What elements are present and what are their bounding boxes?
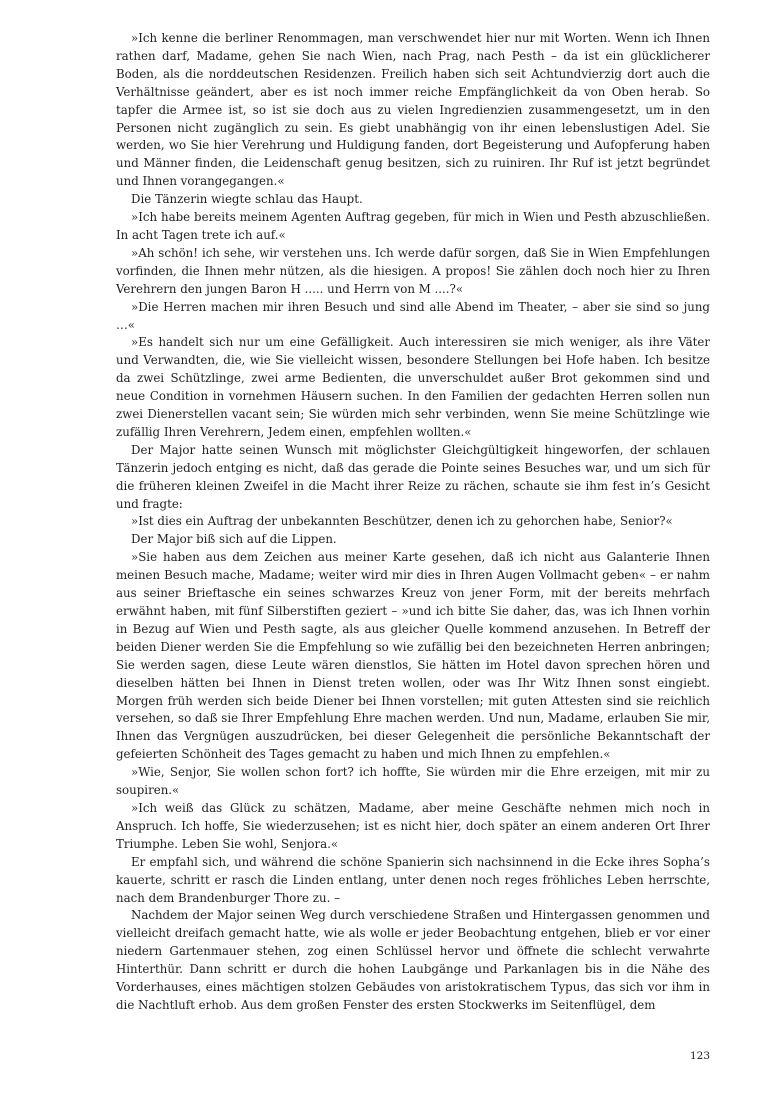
paragraph: »Ich habe bereits meinem Agenten Auftrag gegeben, für mich in Wien und Pesth abzuschließen. In acht Tagen trete ich auf.« bbox=[116, 210, 710, 242]
paragraph: »Ich kenne die berliner Renommagen, man verschwendet hier nur mit Worten. Wenn ich Ihnen rathen darf, Madame, gehen Sie nach Wien, nach Prag, nach Pesth – da ist ein glücklicherer Boden, als die norddeutschen Residenzen. Freilich haben sich seit Achtundvierzig dort auch die Verhältnisse geändert, aber es ist noch immer reiche Empfänglichkeit da von Oben herab. So tapfer die Armee ist, so ist sie doch aus zu vielen Ingredienzien zusammengesetzt, um in den Personen nicht zugänglich zu sein. Es giebt unabhängig von ihr einen lebenslustigen Adel. Sie werden, wo Sie hier Verehrung und Huldigung fanden, dort Begeisterung und Aufopferung haben und Männer finden, die Leidenschaft genug besitzen, sich zu ruiniren. Ihr Ruf ist jetzt begründet und Ihnen vorangegangen.« bbox=[116, 31, 710, 189]
paragraph: »Es handelt sich nur um eine Gefälligkeit. Auch interessiren sie mich weniger, als ihre Väter und Verwandten, die, wie Sie vielleicht wissen, besondere Stellungen bei Hofe haben. Ich besitze da zwei Schützlinge, zwei arme Bedienten, die unverschuldet außer Brot gekommen sind und neue Condition in vornehmen Häusern suchen. In den Familien der gedachten Herren sollen nun zwei Dienerstellen vacant sein; Sie würden mich sehr verbinden, wenn Sie meine Schützlinge wie zufällig Ihren Verehrern, Jedem einen, empfehlen wollten.« bbox=[116, 335, 710, 439]
paragraph: Er empfahl sich, und während die schöne Spanierin sich nachsinnend in die Ecke ihres Sopha’s kauerte, schritt er rasch die Linden entlang, unter denen noch reges fröhliches Leben herrschte, nach dem Brandenburger Thore zu. – bbox=[116, 854, 710, 905]
paragraph: »Ist dies ein Auftrag der unbekannten Beschützer, denen ich zu gehorchen habe, Senior?« bbox=[131, 514, 673, 529]
paragraph: »Wie, Senjor, Sie wollen schon fort? ich hoffte, Sie würden mir die Ehre erzeigen, mit mir zu soupiren.« bbox=[116, 765, 710, 798]
paragraph: »Ich weiß das Glück zu schätzen, Madame, aber meine Geschäfte nehmen mich noch in Anspruch. Ich hoffe, Sie wiederzusehen; ist es nicht hier, doch später an einem anderen Ort Ihrer Triumphe. Leben Sie wohl, Senjora.« bbox=[116, 800, 710, 851]
paragraph: Die Tänzerin wiegte schlau das Haupt. bbox=[131, 192, 363, 207]
paragraph: Der Major hatte seinen Wunsch mit möglichster Gleichgültigkeit hingeworfen, der schlauen Tänzerin jedoch entging es nicht, daß das gerade die Pointe seines Besuches war, und um sich für die früheren kleinen Zweifel in die Macht ihrer Reize zu rächen, schaute sie ihm fest in’s Gesicht und fragte: bbox=[116, 442, 710, 511]
paragraph: »Ah schön! ich sehe, wir verstehen uns. Ich werde dafür sorgen, daß Sie in Wien Empfehlungen vorfinden, die Ihnen mehr nützen, als die hiesigen. A propos! Sie zählen doch noch hier zu Ihren Verehrern den jungen Baron H ..... und Herrn von M ....?« bbox=[116, 245, 710, 296]
paragraph: Der Major biß sich auf die Lippen. bbox=[131, 532, 337, 547]
page-number: 123 bbox=[689, 1050, 710, 1062]
page-body bbox=[116, 30, 710, 1015]
paragraph: »Die Herren machen mir ihren Besuch und sind alle Abend im Theater, – aber sie sind so jung …« bbox=[116, 299, 710, 332]
paragraph: »Sie haben aus dem Zeichen aus meiner Karte gesehen, daß ich nicht aus Galanterie Ihnen meinen Besuch mache, Madame; weiter wird mir dies in Ihren Augen Vollmacht geben« – er nahm aus seiner Brieftasche ein seines schwarzes Kreuz von jener Form, mit der bereits mehrfach erwähnt haben, mit fünf Silberstiften geziert – »und ich bitte Sie daher, das, was ich Ihnen vorhin in Bezug auf Wien und Pesth sagte, als aus gleicher Quelle kommend anzusehen. In Betreff der beiden Diener werden Sie die Empfehlung so wie zufällig bei den bezeichneten Herren anbringen; Sie werden sagen, diese Leute wären dienstlos, Sie hätten im Hotel davon sprechen hören und dieselben hätten bei Ihnen in Dienst treten wollen, oder was Ihr Witz Ihnen sonst eingiebt. Morgen früh werden sich beide Diener bei Ihnen vorstellen; mit guten Attesten sind sie reichlich versehen, so daß sie Ihrer Empfehlung Ehre machen werden. Und nun, Madame, erlauben Sie mir, Ihnen das Vergnügen auszudrücken, bei dieser Gelegenheit die persönliche Bekanntschaft der gefeierten Schönheit des Tages gemacht zu haben und mich Ihnen zu empfehlen.« bbox=[116, 550, 710, 762]
paragraph: Nachdem der Major seinen Weg durch verschiedene Straßen und Hintergassen genommen und vielleicht dreifach gemacht hatte, wie als wolle er jeder Beobachtung entgehen, blieb er vor einer niedern Gartenmauer stehen, zog einen Schlüssel hervor und öffnete die schlecht verwahrte Hinterthür. Dann schritt er durch die hohen Laubgänge und Parkanlagen bis in die Nähe des Vorderhauses, eines mächtigen stolzen Gebäudes von aristokratischem Typus, das sich vor ihm in die Nachtluft erhob. Aus dem großen Fenster des ersten Stockwerks im Seitenflügel, dem bbox=[116, 908, 710, 1012]
